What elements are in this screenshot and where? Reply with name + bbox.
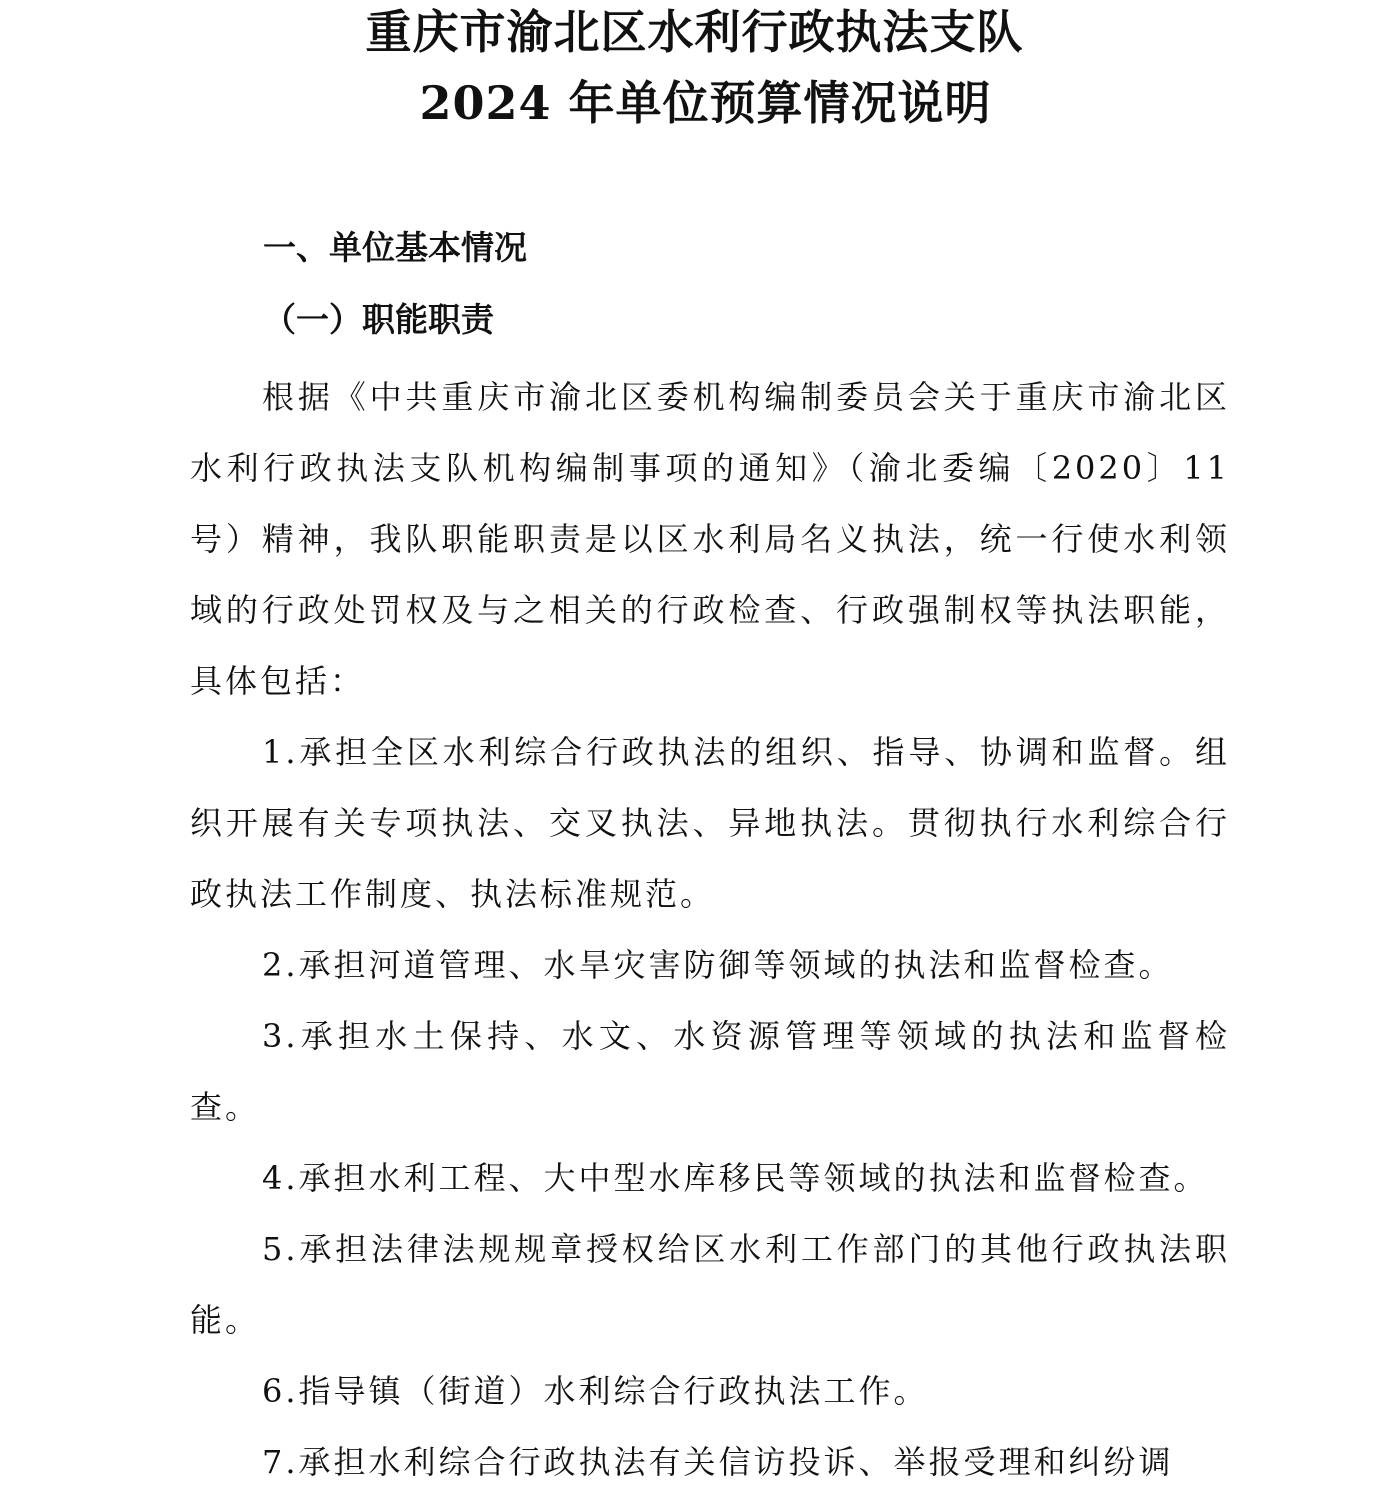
document-title-line-1: 重庆市渝北区水利行政执法支队 [365,5,1024,59]
document-body [190,362,1230,1498]
paragraph-intro: 根据《中共重庆市渝北区委机构编制委员会关于重庆市渝北区水利行政执法支队机构编制事项的通知》（渝北委编〔2020〕11 号）精神，我队职能职责是以区水利局名义执法，统一行使水利领域的行政处罚权及与之相关的行政检查、行政强制权等执法职能，具体包括： [190,378,1230,700]
paragraph-item-3: 3.承担水土保持、水文、水资源管理等领域的执法和监督检查。 [190,1017,1230,1126]
document-title-line-2: 2024 年单位预算情况说明 [419,76,992,130]
paragraph-item-6: 6.指导镇（街道）水利综合行政执法工作。 [262,1372,929,1410]
section-heading: 一、单位基本情况 [263,228,527,267]
paragraph-item-7: 7.承担水利综合行政执法有关信访投诉、举报受理和纠纷调 [262,1443,1174,1481]
subsection-heading: （一）职能职责 [263,300,494,339]
paragraph-item-2: 2.承担河道管理、水旱灾害防御等领域的执法和监督检查。 [262,946,1174,984]
paragraph-item-1: 1.承担全区水利综合行政执法的组织、指导、协调和监督。组织开展有关专项执法、交叉执法、异地执法。贯彻执行水利综合行政执法工作制度、执法标准规范。 [190,733,1230,913]
paragraph-item-4: 4.承担水利工程、大中型水库移民等领域的执法和监督检查。 [262,1159,1209,1197]
paragraph-item-5: 5.承担法律法规规章授权给区水利工作部门的其他行政执法职能。 [190,1230,1230,1339]
